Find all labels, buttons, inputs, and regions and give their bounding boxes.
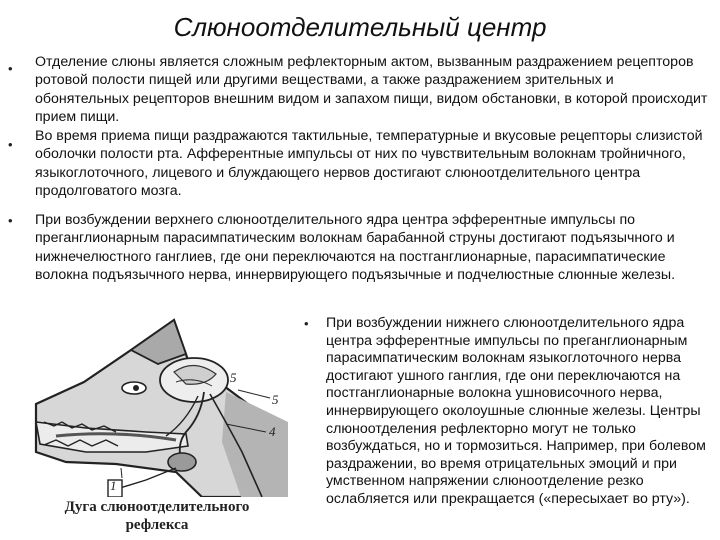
bullet-paragraph-3: При возбуждении верхнего слюноотделительного ядра центра эфферентные импульсы по преганглионарным парасимпатическим волокнам барабанной струны достигают подъязычного и нижнечелюстного ганглиев, где они переключаются на постганглионарные, парасимпатические волокна подъязычного нерва, иннервирующего подъязычные и подчелюстные слюнные железы. <box>35 212 676 283</box>
slide-title: Слюноотделительный центр <box>173 12 547 42</box>
figure-caption <box>26 498 288 534</box>
diagram-label: 4 <box>269 424 276 439</box>
diagram-label: 5 <box>230 370 237 385</box>
diagram-label: 5 <box>272 392 279 407</box>
bullet-marker: • <box>8 137 13 152</box>
salivary-gland <box>168 453 196 471</box>
bullet-marker: • <box>304 316 309 331</box>
reflex-arc-figure <box>26 312 288 540</box>
bullet-paragraph-2: Во время приема пищи раздражаются тактильные, температурные и вкусовые рецепторы слизистой оболочки полости рта. Афферентные импульсы от них по чувствительным волокнам тройничного, языкоглоточного, лицевого и блуждающего нервов достигают слюноотделительного центра продолговатого мозга. <box>35 128 703 199</box>
diagram-label: 1 <box>110 478 117 493</box>
caption-line: рефлекса <box>125 517 189 533</box>
bullet-marker: • <box>8 213 13 228</box>
dog-head-diagram <box>26 312 288 497</box>
bullet-marker: • <box>8 61 13 76</box>
caption-line: Дуга слюноотделительного <box>64 499 250 515</box>
bullet-paragraph-1: Отделение слюны является сложным рефлекторным актом, вызванным раздражением рецепторов ротовой полости пищей или другими веществами, а также раздражением зрительных и обонятельных рецепторов внешним видом и запахом пищи, видом обстановки, в которой происходит прием пищи. <box>35 54 708 125</box>
bullet-paragraph-4: При возбуждении нижнего слюноотделительного ядра центра эфферентные импульсы по преганглионарным парасимпатическим волокнам языкоглоточного нерва достигают ушного ганглия, где они переключаются на постганглионарные волокна ушновисочного нерва, иннервирующего околоушные слюнные железы. Центры слюноотделения рефлекторно могут не только возбуждаться, но и тормозиться. Например, при болевом раздражении, во время отрицательных эмоций и при умственном напряжении слюноотделение резко ослабляется или прекращается («пересыхает во рту»). <box>326 315 706 507</box>
